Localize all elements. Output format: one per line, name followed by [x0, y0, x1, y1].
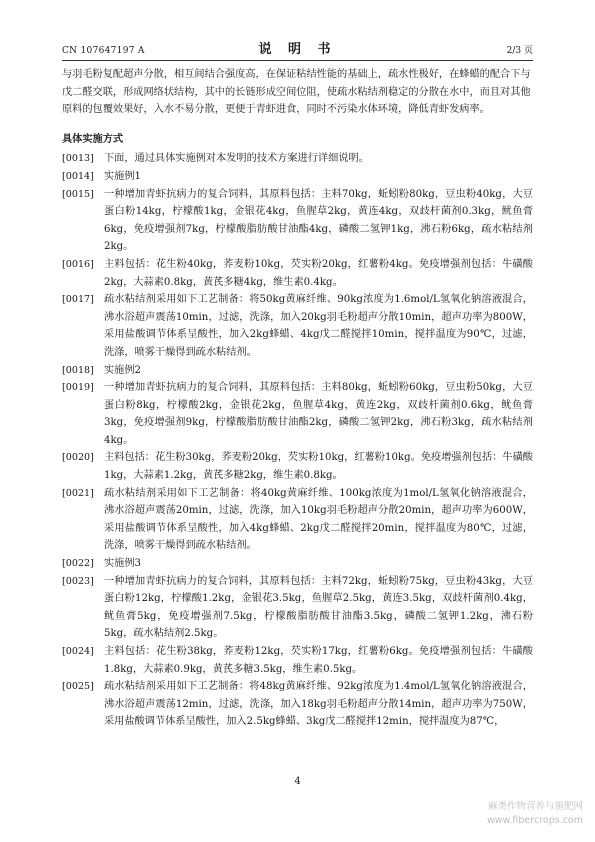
paragraph-number: [0015]	[62, 188, 94, 200]
paragraph-number: [0025]	[62, 681, 94, 693]
intro-text	[62, 66, 533, 119]
paragraph	[62, 678, 533, 731]
paragraph-number: [0020]	[62, 452, 94, 464]
watermark	[487, 800, 583, 828]
paragraph-number: [0017]	[62, 294, 94, 306]
page-info: 2/3 页	[506, 46, 533, 56]
section-heading: 具体实施方式	[62, 133, 124, 145]
paragraph-number: [0023]	[62, 575, 94, 587]
paragraph-text: 一种增加青虾抗病力的复合饲料，其原料包括：主料70kg，蚯蚓粉80kg，豆虫粉40kg，大豆蛋白粉14kg，柠檬酸1kg，金银花4kg，鱼腥草2kg，黄连4kg，双歧杆菌剂0.3kg，鱿鱼膏6kg，免疫增强剂7kg，柠檬酸脂肪酸甘油酯4kg，磷酸二氢钾1kg，沸石粉6kg，疏水粘结剂2kg。	[104, 188, 533, 253]
document-title: 说 明 书	[258, 42, 337, 57]
paragraph	[62, 643, 533, 678]
paragraph	[62, 379, 533, 449]
paragraph-text: 下面，通过具体实施例对本发明的技术方案进行详细说明。	[104, 153, 369, 165]
paragraph-text: 实施例3	[104, 558, 142, 570]
paragraph	[62, 362, 533, 380]
paragraph-text: 主料包括：花生粉40kg，荞麦粉10kg，芡实粉20kg，红薯粉4kg。免疫增强剂包括：牛磺酸2kg，大蒜素0.8kg，黄芪多糖4kg，维生素0.4kg。	[104, 258, 533, 288]
paragraph	[62, 291, 533, 361]
paragraph	[62, 256, 533, 291]
watermark-site-name: 麻类作物营养与施肥网	[487, 801, 583, 812]
paragraph	[62, 150, 533, 168]
paragraph-text: 一种增加青虾抗病力的复合饲料，其原料包括：主料72kg，蚯蚓粉75kg，豆虫粉43kg，大豆蛋白粉12kg，柠檬酸1.2kg，金银花3.5kg，鱼腥草2.5kg，黄连3.5kg，双歧杆菌剂0.4kg，鱿鱼膏5kg，免疫增强剂7.5kg，柠檬酸脂肪酸甘油酯3.5kg，磷酸二氢钾1.2kg，沸石粉5kg，疏水粘结剂2.5kg。	[104, 575, 533, 640]
paragraph-number: [0013]	[62, 153, 94, 165]
paragraph-number: [0021]	[62, 487, 94, 499]
paragraph-number: [0014]	[62, 170, 94, 182]
paragraph-number: [0022]	[62, 558, 94, 570]
document-body	[62, 66, 533, 731]
paragraph	[62, 168, 533, 186]
watermark-url: www.fibercrops.com	[486, 815, 583, 826]
paragraph-text: 疏水粘结剂采用如下工艺制备：将50kg黄麻纤维、90kg浓度为1.6mol/L氢氧化钠溶液混合，沸水浴超声震荡10min，过滤，洗涤，加入20kg羽毛粉超声分散10min，超声功率为800W，采用盐酸调节体系呈酸性，加入2kg蜂蜡、4kg戊二醛搅拌10min，搅拌温度为90℃，过滤，洗涤，喷雾干燥得到疏水粘结剂。	[104, 294, 533, 358]
paragraph-number: [0016]	[62, 258, 94, 270]
paragraph-text: 疏水粘结剂采用如下工艺制备：将48kg黄麻纤维、92kg浓度为1.4mol/L氢氧化钠溶液混合，沸水浴超声震荡12min，过滤，洗涤，加入18kg羽毛粉超声分散14min，超声功率为750W，采用盐酸调节体系呈酸性，加入2.5kg蜂蜡、3kg戊二醛搅拌12min，搅拌温度为87℃，	[104, 681, 533, 728]
paragraph	[62, 485, 533, 555]
paragraph	[62, 555, 533, 573]
paragraph-text: 疏水粘结剂采用如下工艺制备：将40kg黄麻纤维、100kg浓度为1mol/L氢氧化钠溶液混合，沸水浴超声震荡20min，过滤，洗涤，加入10kg羽毛粉超声分散20min，超声功率为600W，采用盐酸调节体系呈酸性，加入4kg蜂蜡、2kg戊二醛搅拌20min，搅拌温度为80℃，过滤，洗涤，喷雾干燥得到疏水粘结剂。	[104, 487, 533, 552]
patent-number: CN 107647197 A	[62, 46, 145, 56]
page-number: 4	[294, 776, 301, 787]
intro-paragraph: 与羽毛粉复配超声分散，相互间结合强度高，在保证粘结性能的基础上，疏水性极好，在蜂蜡的配合下与戊二醛交联，形成网络状结构，其中的长链形成空间位阻，使疏水粘结剂稳定的分散在水中，而且对其他原料的包覆效果好，入水不易分散，更便于青虾进食，同时不污染水体环境，降低青虾发病率。	[62, 69, 531, 116]
paragraph-text: 实施例2	[104, 364, 142, 376]
paragraph-text: 实施例1	[104, 170, 142, 182]
paragraph-number: [0019]	[62, 382, 94, 394]
paragraph-text: 主料包括：花生粉38kg，荞麦粉12kg，芡实粉17kg，红薯粉6kg。免疫增强剂包括：牛磺酸1.8kg，大蒜素0.9kg，黄芪多糖3.5kg，维生素0.5kg。	[104, 646, 533, 675]
paragraph-text: 主料包括：花生粉30kg，荞麦粉20kg，芡实粉10kg，红薯粉10kg。免疫增强剂包括：牛磺酸1kg，大蒜素1.2kg，黄芪多糖2kg，维生素0.8kg。	[104, 452, 533, 482]
paragraph	[62, 573, 533, 643]
paragraph-number: [0024]	[62, 646, 94, 657]
page-header	[62, 38, 533, 61]
paragraph	[62, 186, 533, 256]
paragraph-number: [0018]	[62, 364, 94, 376]
paragraph-text: 一种增加青虾抗病力的复合饲料，其原料包括：主料80kg，蚯蚓粉60kg，豆虫粉50kg，大豆蛋白粉8kg，柠檬酸2kg，金银花2kg，鱼腥草4kg，黄连2kg，双歧杆菌剂0.6kg，鱿鱼膏3kg，免疫增强剂9kg，柠檬酸脂肪酸甘油酯2kg，磷酸二氢钾2kg，沸石粉3kg，疏水粘结剂4kg。	[104, 382, 533, 446]
paragraph	[62, 449, 533, 484]
